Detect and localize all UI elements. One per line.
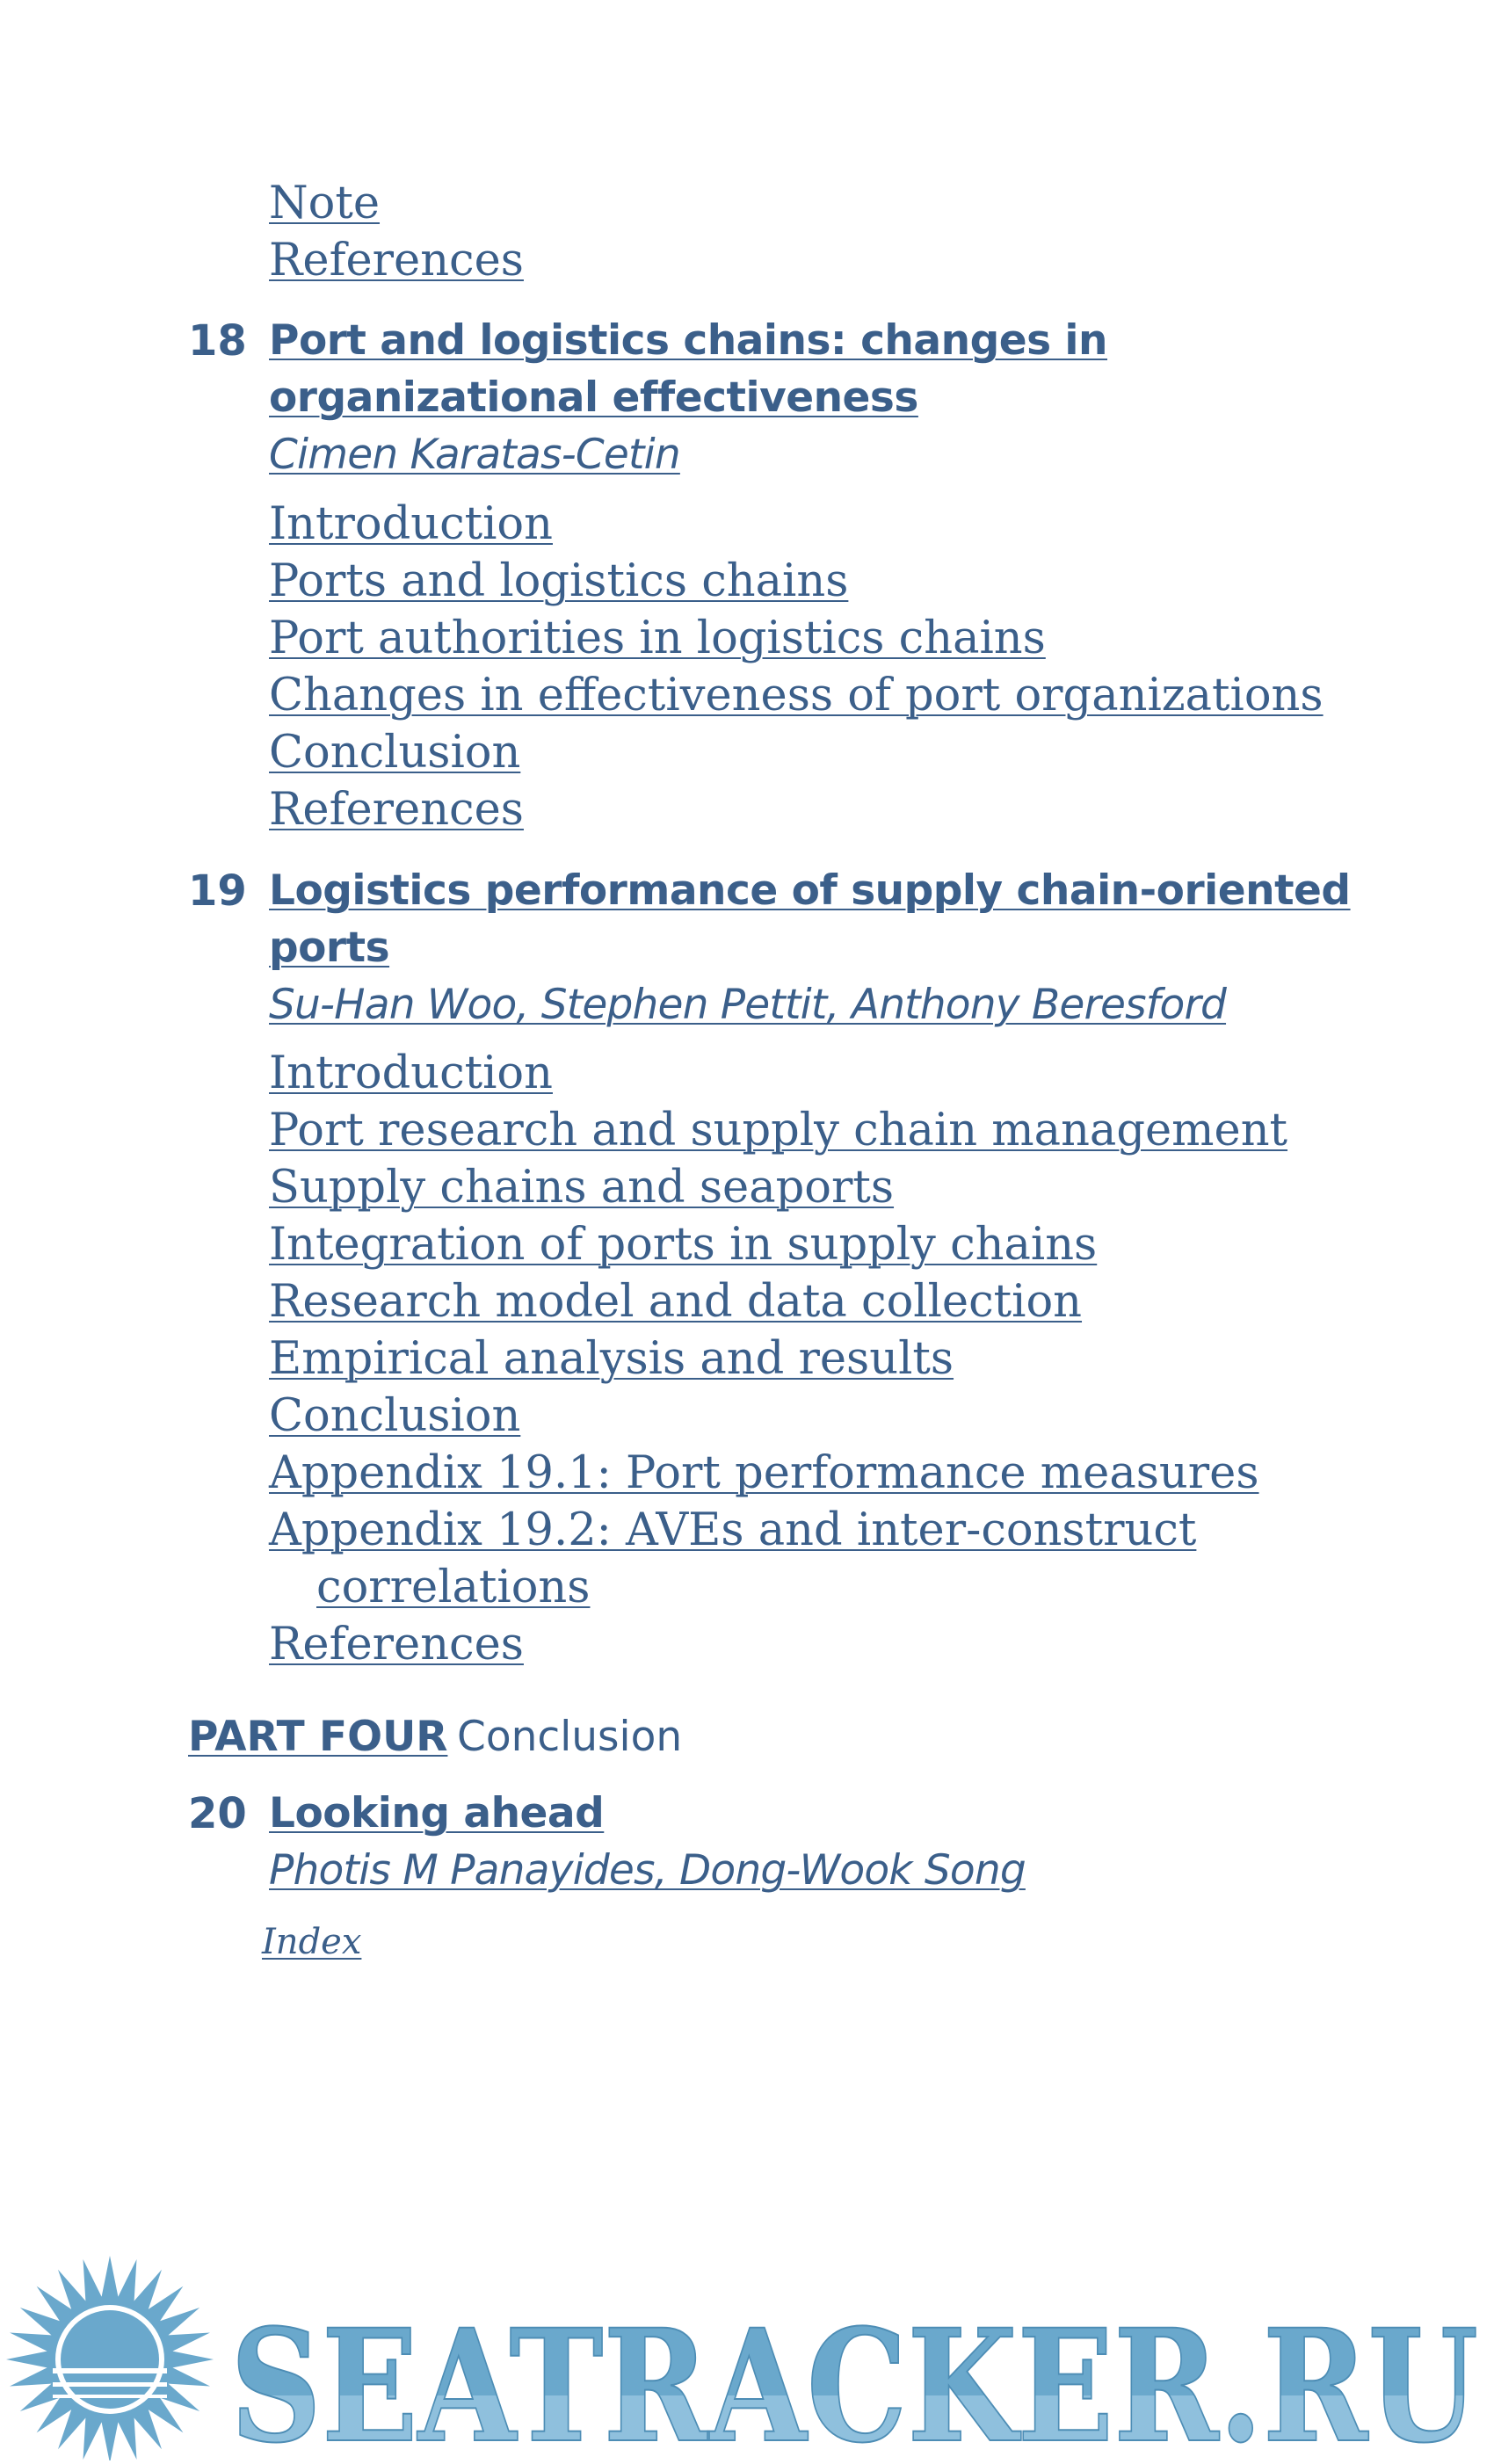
toc-link-references[interactable]: References <box>269 235 524 286</box>
toc-section-link[interactable]: correlations <box>316 1562 591 1613</box>
chapter-number: 20 <box>188 1789 247 1838</box>
toc-section-link[interactable]: References <box>269 1619 524 1670</box>
toc-section-link[interactable]: References <box>269 784 524 836</box>
toc-section-link[interactable]: Ports and logistics chains <box>269 555 849 607</box>
toc-section-link[interactable]: Conclusion <box>269 1390 521 1442</box>
toc-link-note[interactable]: Note <box>269 178 381 229</box>
toc-section-link[interactable]: Supply chains and seaports <box>269 1162 895 1214</box>
chapter-authors-link[interactable]: Photis M Panayides, Dong-Wook Song <box>269 1846 1026 1895</box>
chapter-title-link[interactable]: Logistics performance of supply chain-oriented <box>269 866 1351 915</box>
chapter-title-link[interactable]: Looking ahead <box>269 1789 605 1837</box>
toc-section-link[interactable]: Introduction <box>269 1047 553 1099</box>
toc-section-link[interactable]: Introduction <box>269 498 553 550</box>
toc-section-link[interactable]: Appendix 19.1: Port performance measures <box>269 1447 1259 1499</box>
part-title: Conclusion <box>457 1713 683 1761</box>
chapter-number: 19 <box>188 866 247 916</box>
chapter-title-link[interactable]: ports <box>269 924 390 972</box>
chapter-authors-link[interactable]: Su-Han Woo, Stephen Pettit, Anthony Beresford <box>269 981 1227 1029</box>
sun-icon <box>6 2256 214 2460</box>
chapter-title-link[interactable]: organizational effectiveness <box>269 373 918 422</box>
toc-section-link[interactable]: Empirical analysis and results <box>269 1333 954 1385</box>
part-label-link[interactable]: PART FOUR <box>188 1713 448 1761</box>
toc-section-link[interactable]: Research model and data collection <box>269 1276 1083 1328</box>
toc-section-link[interactable]: Integration of ports in supply chains <box>269 1219 1098 1271</box>
toc-section-link[interactable]: Port authorities in logistics chains <box>269 612 1046 664</box>
toc-section-link[interactable]: Port research and supply chain management <box>269 1105 1288 1156</box>
chapter-title-link[interactable]: Port and logistics chains: changes in <box>269 316 1107 365</box>
toc-section-link[interactable]: Appendix 19.2: AVEs and inter-construct <box>269 1504 1197 1556</box>
watermark-text: SEATRACKER.RU <box>230 2295 1478 2460</box>
watermark-logo <box>0 2236 1494 2460</box>
chapter-number: 18 <box>188 316 247 366</box>
toc-section-link[interactable]: Changes in effectiveness of port organizations <box>269 670 1324 721</box>
index-link[interactable]: Index <box>262 1922 362 1962</box>
chapter-authors-link[interactable]: Cimen Karatas-Cetin <box>269 431 680 479</box>
watermark-graphic <box>0 2236 1494 2460</box>
toc-section-link[interactable]: Conclusion <box>269 727 521 779</box>
